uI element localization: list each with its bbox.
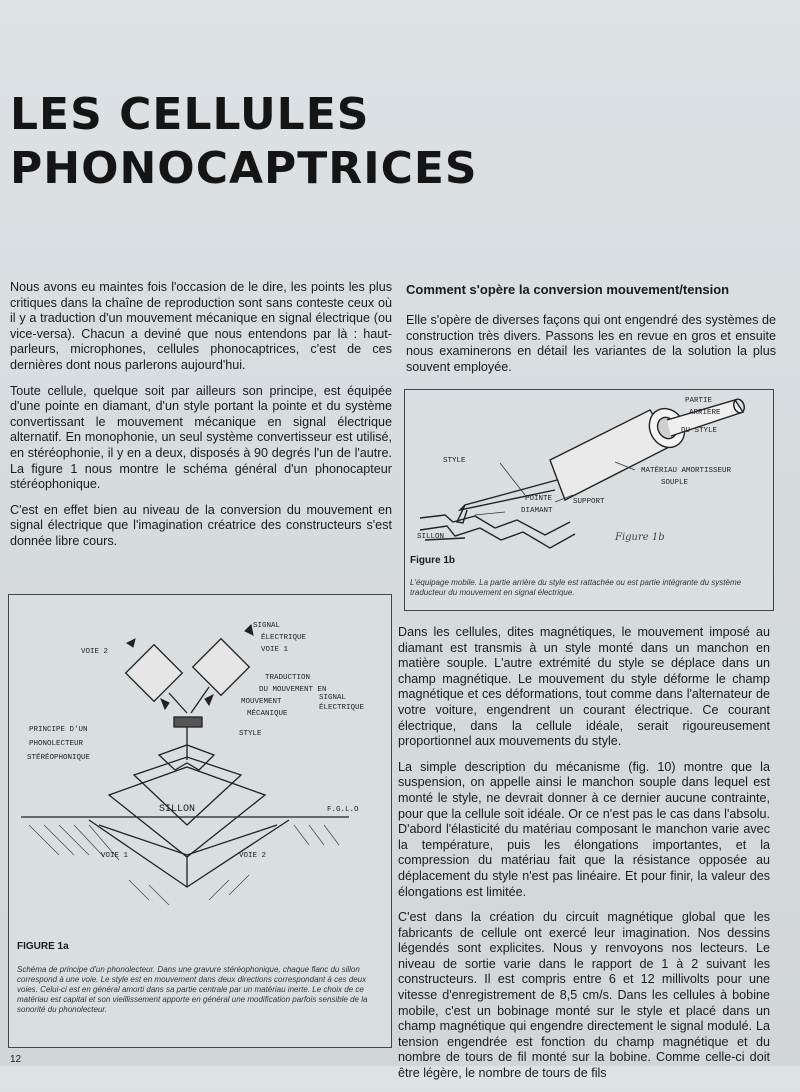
figure-1b-label: Figure 1b: [410, 555, 456, 566]
anno-traduction-2: DU MOUVEMENT EN: [259, 686, 327, 694]
anno-sillon: SILLON: [159, 804, 196, 815]
anno-signal: SIGNAL: [253, 622, 281, 630]
left-paragraph-1: Nous avons eu maintes fois l'occasion de le dire, les points les plus critiques dans la chaîne de reproduction sont sans conteste ceux où il y a traduction d'un mouvement mécanique en signal électrique (ou vice-versa). Chacun a deviné que nous entendons par là : haut-parleurs, microphones, cellules phonocaptrices, c'est de ces dernières dont nous parlerons aujourd'hui.: [10, 280, 392, 372]
left-column: [10, 280, 392, 560]
right-column-bottom: [398, 625, 770, 1092]
anno-traduction: TRADUCTION: [265, 674, 311, 682]
anno-arriere: ARRIERE: [689, 409, 721, 417]
anno-handwritten-label: Figure 1b: [615, 532, 665, 543]
title-line-1: LES CELLULES: [10, 89, 370, 140]
figure-1b-drawing: [405, 390, 773, 568]
right-column-top: [406, 313, 776, 385]
anno-phonolecteur: PHONOLECTEUR: [29, 740, 84, 748]
right-paragraph-4: C'est dans la création du circuit magnétique global que les fabricants de cellule ont exercé leur imagination. Nos dessins légendés sont explicites. Nous y renvoyons nos lecteurs. Le niveau de sortie varie dans le rapport de 1 à 2 suivant les constructeurs. Il est compris entre 6 et 12 millivolts pour une vitesse d'enregistrement de 8,5 cm/s. Dans les cellules à bobine mobile, c'est un bobinage monté sur le style et placé dans un champ magnétique qui engendre directement le signal modulé. La tension engendrée est fonction du champ magnétique et du nombre de tours de fil monté sur la bobine. Comme celle-ci doit être légère, le nombre de tours de fils: [398, 910, 770, 1081]
anno-principe: PRINCIPE D'UN: [29, 726, 88, 734]
anno-sillon: SILLON: [417, 533, 445, 541]
anno-stereo: STÉRÉOPHONIQUE: [27, 754, 91, 762]
left-paragraph-2: Toute cellule, quelque soit par ailleurs son principe, est équipée d'une pointe en diamant, d'un style portant la pointe et du système convertissant le mouvement mécanique en signal électrique alternatif. En monophonie, un seul système convertisseur est utilisé, en stéréophonie, il y en a deux, disposés à 90 degrés l'un de l'autre. La figure 1 nous montre le schéma général d'un phonocapteur stéréophonique.: [10, 383, 392, 492]
anno-support: SUPPORT: [573, 498, 605, 506]
anno-voie1-top: VOIE 1: [261, 646, 289, 654]
anno-disque: F.G.L.O: [327, 806, 359, 814]
anno-mouvement: MOUVEMENT: [241, 698, 282, 706]
anno-souple: SOUPLE: [661, 479, 689, 487]
anno-pointe: POINTE: [525, 495, 553, 503]
section-subheading: Comment s'opère la conversion mouvement/tension: [406, 282, 730, 297]
anno-electrique: ÉLECTRIQUE: [261, 634, 307, 642]
anno-mecanique: MÉCANIQUE: [247, 710, 288, 718]
title-line-2: PHONOCAPTRICES: [10, 143, 478, 194]
anno-voie1-bottom: VOIE 1: [101, 852, 129, 860]
left-paragraph-3: C'est en effet bien au niveau de la conversion du mouvement en signal électrique que l'imagination créatrice des constructeurs s'est donnée libre cours.: [10, 502, 392, 548]
anno-voie2-bottom: VOIE 2: [239, 852, 267, 860]
anno-signal-2: SIGNAL: [319, 694, 347, 702]
anno-materiau: MATÉRIAU AMORTISSEUR: [641, 467, 732, 475]
anno-diamant: DIAMANT: [521, 507, 553, 515]
right-paragraph-1: Elle s'opère de diverses façons qui ont engendré des systèmes de construction très divers. Passons les en revue en gros et ensuite nous examinerons en détail les variantes de la solution la plus souvent employée.: [406, 313, 776, 374]
anno-du-style: DU STYLE: [681, 427, 718, 435]
right-paragraph-2: Dans les cellules, dites magnétiques, le mouvement imposé au diamant est transmis à un style monté dans un manchon en matière souple. L'autre extrémité du style se déplace dans un champ magnétique. Le mouvement du style déforme le champ magnétique et ces déformations, tout comme dans l'alternateur de votre voiture, engendrent un courant électrique. Ce courant électrique, dans la cellule idéale, serait rigoureusement proportionnel aux mouvements du style.: [398, 625, 770, 749]
anno-voie2-top: VOIE 2: [81, 648, 109, 656]
right-paragraph-3: La simple description du mécanisme (fig. 10) montre que la suspension, on appelle ainsi le manchon souple dans lequel est monté le style, ne devrait donner à ce dernier aucune contrainte, pour que la cellule soit idéale. Or ce n'est pas le cas dans l'absolu. D'abord l'élasticité du matériau composant le manchon varie avec la température, puis les élongations importantes, et la compression du matériau fait que la résistance opposée au déplacement du style n'est pas linéaire. Et pour finir, la valeur des élongations est limitée.: [398, 759, 770, 899]
anno-style: STYLE: [239, 730, 262, 738]
figure-1a-caption: Schéma de principe d'un phonolecteur. Dans une gravure stéréophonique, chaque flanc du sillon correspond à une voie. Le style est en mouvement dans deux directions correspondant à ces deux voies. Celui-ci est en général amorti dans sa partie centrale par un matériau inerte. Le choix de ce matériau est capital et son vieillissement apporte en général une modification parfois sensible de la sonorité du phonolecteur.: [17, 965, 368, 1014]
figure-1a-drawing: [9, 595, 391, 935]
anno-electrique-2: ÉLECTRIQUE: [319, 704, 365, 712]
figure-1a-label: FIGURE 1a: [17, 941, 69, 952]
anno-style: STYLE: [443, 457, 466, 465]
figure-1b: [404, 389, 774, 611]
figure-1a: [8, 594, 392, 1048]
page-number: 12: [10, 1054, 22, 1065]
page-title: [10, 88, 478, 196]
anno-partie: PARTIE: [685, 397, 713, 405]
figure-1b-caption: L'équipage mobile. La partie arrière du style est rattachée ou est partie intégrante du système traducteur du mouvement en signal électrique.: [410, 578, 742, 597]
